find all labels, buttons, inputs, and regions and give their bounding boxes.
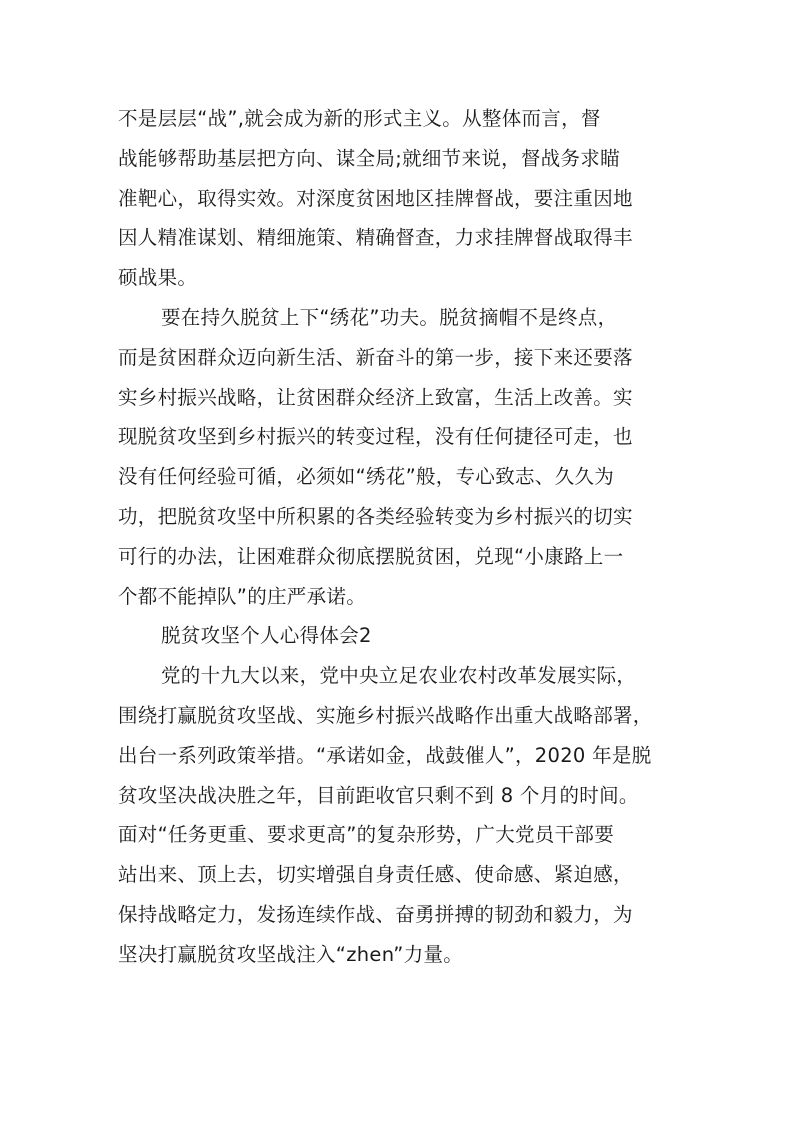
- text-line: 个都不能掉队”的庄严承诺。: [118, 584, 367, 608]
- text-line: 围绕打赢脱贫攻坚战、实施乡村振兴战略作出重大战略部署，: [118, 703, 653, 727]
- text-line: 战能够帮助基层把方向、谋全局;就细节来说，督战务求瞄: [118, 146, 620, 170]
- text-line: 实乡村振兴战略，让贫困群众经济上致富，生活上改善。实: [118, 385, 633, 409]
- body-text: [118, 99, 684, 975]
- section-heading: 脱贫攻坚个人心得体会2: [161, 624, 372, 648]
- text-line: 硕战果。: [118, 266, 198, 290]
- text-line: 因人精准谋划、精细施策、精确督查，力求挂牌督战取得丰: [118, 226, 633, 250]
- text-line: 没有任何经验可循，必须如“绣花”般，专心致志、久久为: [118, 465, 615, 489]
- text-line: 保持战略定力，发扬连续作战、奋勇拼搏的韧劲和毅力，为: [118, 902, 633, 926]
- text-line: 站出来、顶上去，切实增强自身责任感、使命感、紧迫感，: [118, 863, 633, 887]
- paragraph-start-line: 党的十九大以来，党中央立足农业农村改革发展实际，: [161, 664, 637, 688]
- text-line: 面对“任务更重、要求更高”的复杂形势，广大党员干部要: [118, 823, 615, 847]
- paragraph-start-line: 要在持久脱贫上下“绣花”功夫。脱贫摘帽不是终点，: [161, 305, 618, 329]
- text-line: 现脱贫攻坚到乡村振兴的转变过程，没有任何捷径可走，也: [118, 425, 633, 449]
- text-line: 而是贫困群众迈向新生活、新奋斗的第一步，接下来还要落: [118, 345, 633, 369]
- text-line: 准靶心，取得实效。对深度贫困地区挂牌督战，要注重因地: [118, 186, 633, 210]
- text-line: 可行的办法，让困难群众彻底摆脱贫困，兑现“小康路上一: [118, 544, 624, 568]
- text-line: 不是层层“战”,就会成为新的形式主义。从整体而言，督: [118, 107, 601, 130]
- text-line: 出台一系列政策举措。“承诺如金，战鼓催人”，2020 年是脱: [118, 743, 652, 767]
- text-line: 贫攻坚决战决胜之年，目前距收官只剩不到 8 个月的时间。: [118, 783, 639, 807]
- text-line: 坚决打赢脱贫攻坚战注入“zhen”力量。: [118, 942, 464, 966]
- text-line: 功，把脱贫攻坚中所积累的各类经验转变为乡村振兴的切实: [118, 504, 633, 528]
